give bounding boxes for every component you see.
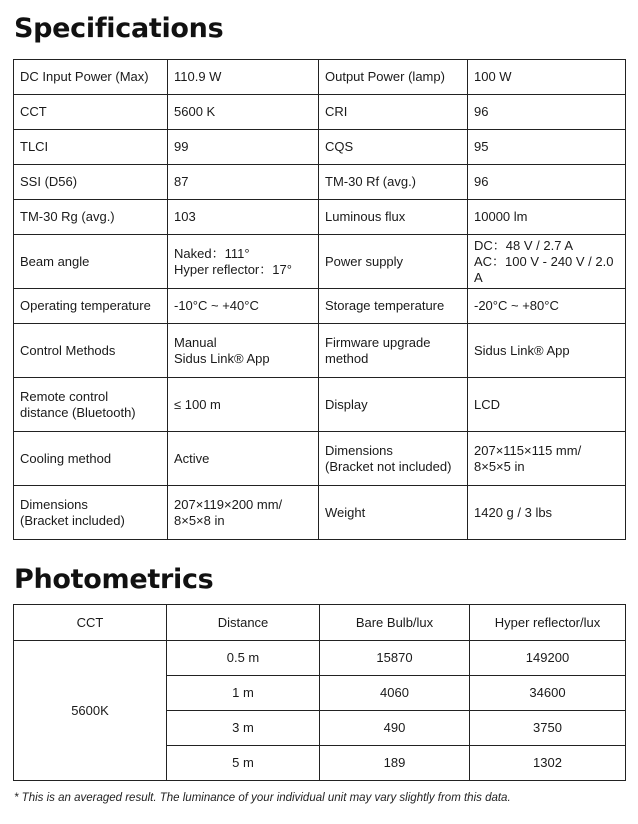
table-row bbox=[14, 324, 626, 378]
photometrics-table bbox=[13, 604, 626, 781]
spec-key-text: Luminous flux bbox=[325, 209, 406, 224]
spec-key-cell bbox=[319, 95, 468, 130]
spec-value-text: 103 bbox=[174, 209, 196, 224]
spec-value-text: 8×5×8 in bbox=[174, 512, 225, 528]
spec-key-text: Cooling method bbox=[20, 450, 112, 466]
spec-key-cell bbox=[14, 324, 168, 378]
spec-value-cell bbox=[468, 289, 626, 324]
spec-key-cell bbox=[14, 165, 168, 200]
spec-key-cell bbox=[319, 200, 468, 235]
hyper-reflector-lux-cell: 149200 bbox=[470, 641, 626, 676]
spec-value-text: Sidus Link® App bbox=[474, 342, 570, 358]
spec-key-text: Output Power (lamp) bbox=[325, 69, 445, 84]
distance-cell: 0.5 m bbox=[167, 641, 320, 676]
hyper-reflector-lux-cell: 3750 bbox=[470, 711, 626, 746]
spec-value-cell bbox=[468, 130, 626, 165]
cct-value-cell: 5600K bbox=[14, 641, 167, 781]
spec-value-cell bbox=[468, 432, 626, 486]
spec-value-cell bbox=[168, 165, 319, 200]
spec-key-text: Dimensions bbox=[20, 496, 88, 512]
spec-value-cell bbox=[468, 200, 626, 235]
spec-value-cell bbox=[168, 486, 319, 540]
spec-value-text: 10000 lm bbox=[474, 209, 528, 224]
spec-value-text: Active bbox=[174, 450, 210, 466]
spec-value-text: 207×115×115 mm/ bbox=[474, 442, 582, 458]
table-row bbox=[14, 641, 626, 676]
spec-value-cell bbox=[468, 95, 626, 130]
spec-key-text: CQS bbox=[325, 139, 354, 154]
spec-value-cell bbox=[468, 378, 626, 432]
spec-value-text: 207×119×200 mm/ bbox=[174, 496, 283, 512]
spec-value-text: Naked：111° bbox=[174, 245, 250, 261]
specifications-title: Specifications bbox=[14, 13, 224, 44]
spec-value-text: DC：48 V / 2.7 A bbox=[474, 237, 573, 253]
spec-key-cell bbox=[319, 378, 468, 432]
spec-key-text: TM-30 Rg (avg.) bbox=[20, 209, 115, 224]
photometrics-table-body bbox=[14, 641, 626, 781]
spec-value-text: ≤ 100 m bbox=[174, 396, 221, 412]
spec-key-text: DC Input Power (Max) bbox=[20, 69, 149, 84]
table-row bbox=[14, 378, 626, 432]
spec-key-text: Firmware upgrade bbox=[325, 334, 431, 350]
table-row bbox=[14, 130, 626, 165]
spec-value-text: 8×5×5 in bbox=[474, 458, 525, 474]
spec-key-cell bbox=[14, 60, 168, 95]
table-row bbox=[14, 235, 626, 289]
spec-key-text: TM-30 Rf (avg.) bbox=[325, 174, 417, 189]
spec-key-cell bbox=[319, 486, 468, 540]
spec-key-cell bbox=[319, 130, 468, 165]
hyper-reflector-lux-cell: 1302 bbox=[470, 746, 626, 781]
hyper-reflector-lux-cell: 34600 bbox=[470, 676, 626, 711]
spec-value-cell bbox=[468, 165, 626, 200]
spec-key-text: TLCI bbox=[20, 139, 49, 154]
footnote: * This is an averaged result. The luminance of your individual unit may vary slightly from this data. bbox=[14, 792, 511, 804]
spec-key-text: Display bbox=[325, 396, 368, 412]
spec-key-text: Operating temperature bbox=[20, 298, 151, 313]
spec-value-text: 96 bbox=[474, 174, 489, 189]
spec-value-text: -20°C ~ +80°C bbox=[474, 298, 559, 313]
spec-key-cell bbox=[319, 165, 468, 200]
spec-key-cell bbox=[319, 289, 468, 324]
bare-bulb-lux-cell: 189 bbox=[320, 746, 470, 781]
spec-value-text: 99 bbox=[174, 139, 189, 154]
spec-key-text: method bbox=[325, 350, 369, 366]
table-row bbox=[14, 95, 626, 130]
spec-key-text: Beam angle bbox=[20, 253, 90, 269]
spec-value-text: 110.9 W bbox=[174, 69, 222, 84]
spec-key-text: (Bracket not included) bbox=[325, 458, 452, 474]
spec-value-cell bbox=[468, 235, 626, 289]
spec-value-cell bbox=[168, 60, 319, 95]
spec-key-text: CCT bbox=[20, 104, 47, 119]
spec-key-text: Storage temperature bbox=[325, 298, 445, 313]
spec-key-text: Power supply bbox=[325, 253, 404, 269]
spec-value-text: 87 bbox=[174, 174, 189, 189]
spec-value-text: 100 W bbox=[474, 69, 512, 84]
specifications-table-body bbox=[14, 60, 626, 540]
table-row bbox=[14, 486, 626, 540]
photometrics-title: Photometrics bbox=[14, 564, 214, 595]
distance-cell: 1 m bbox=[167, 676, 320, 711]
photometrics-header-row bbox=[14, 605, 626, 641]
spec-key-cell bbox=[319, 324, 468, 378]
spec-key-text: distance (Bluetooth) bbox=[20, 404, 136, 420]
spec-value-cell bbox=[168, 235, 319, 289]
spec-key-text: Dimensions bbox=[325, 442, 393, 458]
spec-value-text: Hyper reflector：17° bbox=[174, 261, 292, 277]
spec-key-cell bbox=[319, 432, 468, 486]
spec-value-text: AC：100 V - 240 V / 2.0 A bbox=[474, 253, 614, 285]
bare-bulb-lux-cell: 4060 bbox=[320, 676, 470, 711]
spec-key-text: Control Methods bbox=[20, 342, 116, 358]
spec-value-text: 1420 g / 3 lbs bbox=[474, 504, 553, 520]
spec-key-cell bbox=[319, 235, 468, 289]
spec-key-text: Weight bbox=[325, 504, 366, 520]
spec-value-text: 95 bbox=[474, 139, 489, 154]
spec-value-text: Manual bbox=[174, 334, 217, 350]
spec-value-text: Sidus Link® App bbox=[174, 350, 270, 366]
spec-key-cell bbox=[14, 289, 168, 324]
spec-key-text: CRI bbox=[325, 104, 348, 119]
spec-key-cell bbox=[14, 432, 168, 486]
header-hyper-reflector: Hyper reflector/lux bbox=[470, 605, 626, 641]
spec-value-cell bbox=[168, 289, 319, 324]
spec-value-text: LCD bbox=[474, 396, 501, 412]
header-distance: Distance bbox=[167, 605, 320, 641]
specifications-table bbox=[13, 59, 626, 540]
spec-key-cell bbox=[14, 200, 168, 235]
spec-value-text: 96 bbox=[474, 104, 489, 119]
distance-cell: 5 m bbox=[167, 746, 320, 781]
table-row bbox=[14, 432, 626, 486]
table-row bbox=[14, 289, 626, 324]
spec-value-cell bbox=[168, 432, 319, 486]
spec-key-cell bbox=[14, 378, 168, 432]
spec-value-cell bbox=[168, 95, 319, 130]
spec-value-cell bbox=[468, 60, 626, 95]
spec-key-cell bbox=[14, 486, 168, 540]
table-row bbox=[14, 200, 626, 235]
table-row bbox=[14, 165, 626, 200]
spec-key-text: Remote control bbox=[20, 388, 109, 404]
table-row bbox=[14, 60, 626, 95]
spec-key-cell bbox=[14, 95, 168, 130]
spec-key-cell bbox=[319, 60, 468, 95]
bare-bulb-lux-cell: 15870 bbox=[320, 641, 470, 676]
spec-value-cell bbox=[468, 486, 626, 540]
spec-value-cell bbox=[468, 324, 626, 378]
header-bare-bulb: Bare Bulb/lux bbox=[320, 605, 470, 641]
spec-key-text: (Bracket included) bbox=[20, 512, 125, 528]
spec-value-cell bbox=[168, 324, 319, 378]
distance-cell: 3 m bbox=[167, 711, 320, 746]
spec-value-text: -10°C ~ +40°C bbox=[174, 298, 259, 313]
header-cct: CCT bbox=[14, 605, 167, 641]
spec-key-text: SSI (D56) bbox=[20, 174, 78, 189]
spec-value-cell bbox=[168, 200, 319, 235]
spec-key-cell bbox=[14, 130, 168, 165]
bare-bulb-lux-cell: 490 bbox=[320, 711, 470, 746]
spec-value-cell bbox=[168, 130, 319, 165]
spec-key-cell bbox=[14, 235, 168, 289]
spec-value-text: 5600 K bbox=[174, 104, 216, 119]
spec-value-cell bbox=[168, 378, 319, 432]
